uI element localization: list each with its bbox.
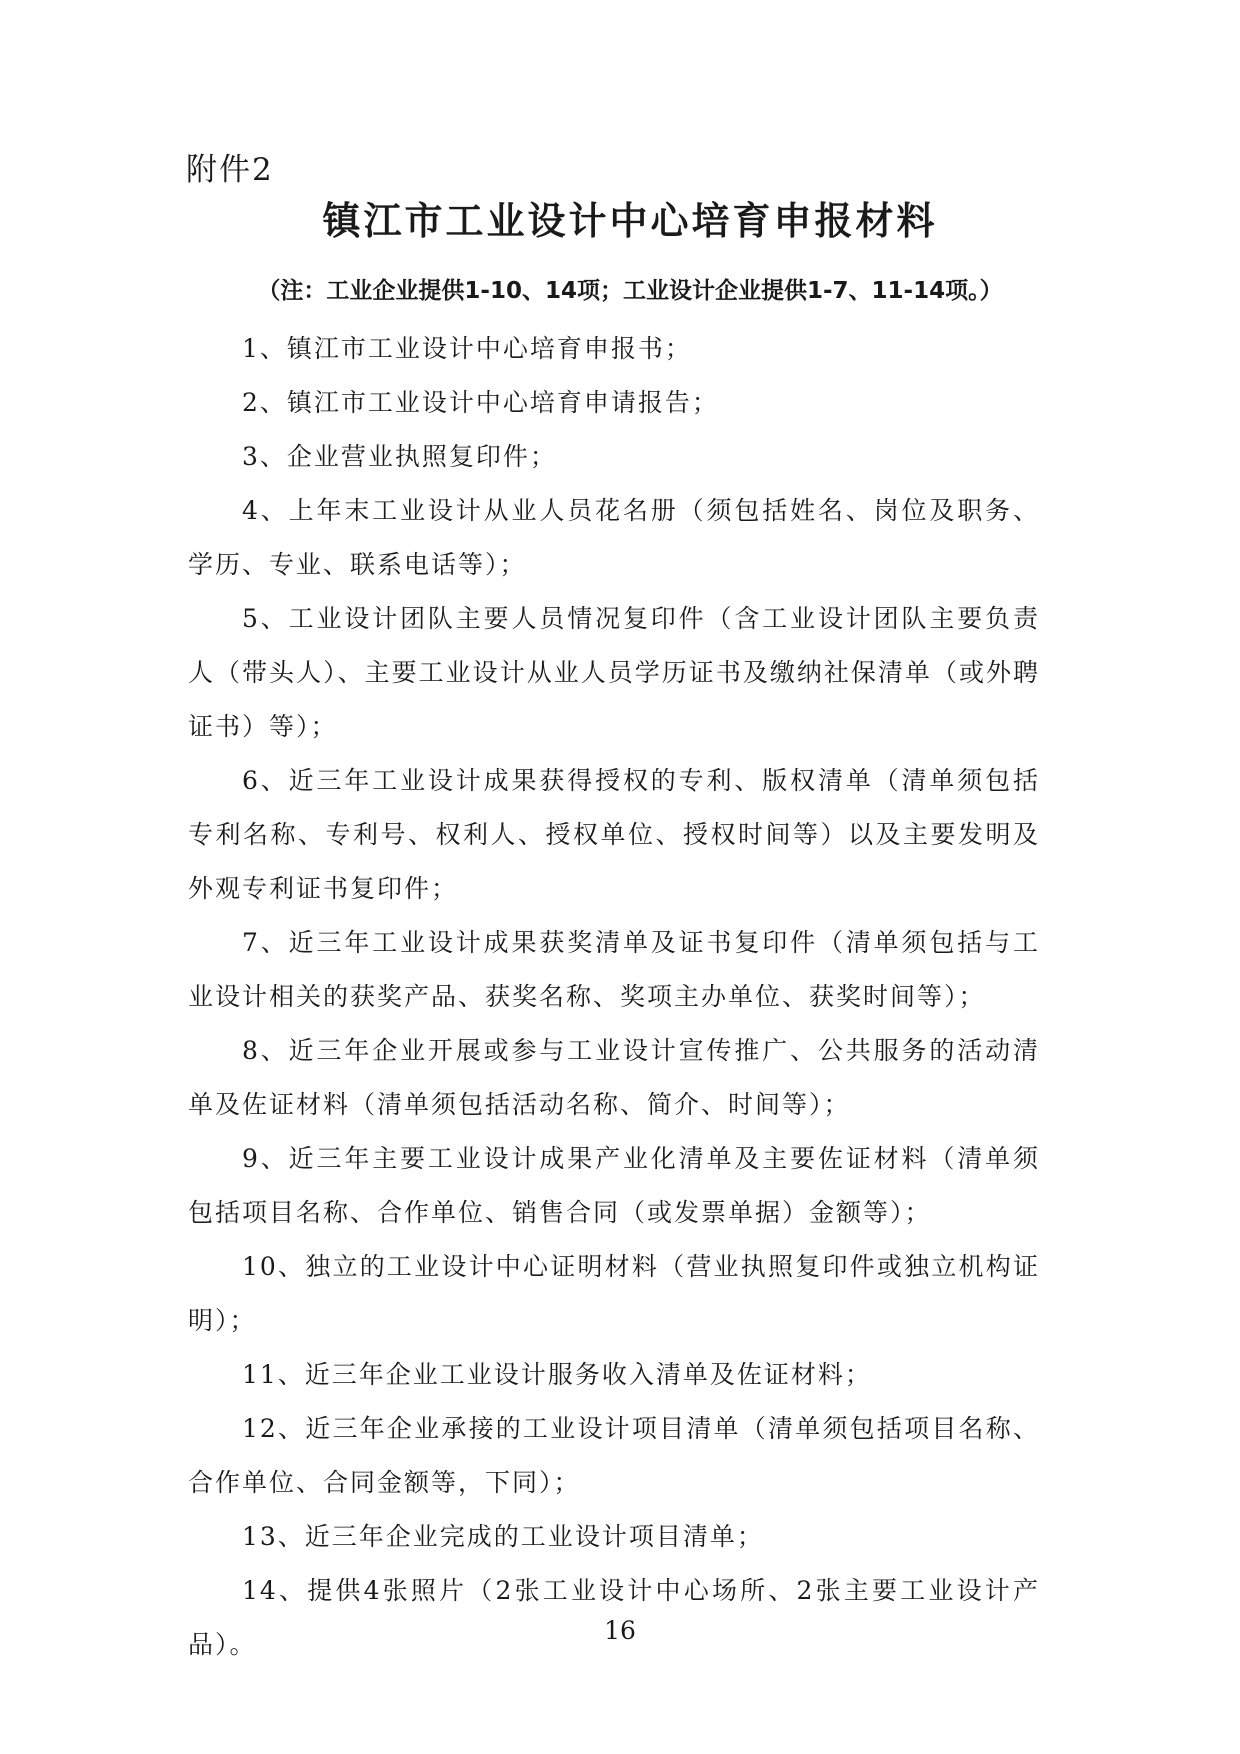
list-item: 14、提供4张照片（2张工业设计中心场所、2张主要工业设计产品）。 [188, 1576, 1040, 1659]
list-item: 1、镇江市工业设计中心培育申报书； [242, 334, 692, 363]
list-item: 2、镇江市工业设计中心培育申请报告； [242, 388, 719, 417]
list-item: 9、近三年主要工业设计成果产业化清单及主要佐证材料（清单须包括项目名称、合作单位、销售合同（或发票单据）金额等）； [188, 1144, 1040, 1227]
materials-list [188, 322, 1040, 1672]
list-item: 4、上年末工业设计从业人员花名册（须包括姓名、岗位及职务、学历、专业、联系电话等）； [188, 496, 1040, 579]
page-number: 16 [604, 1616, 636, 1645]
list-item: 5、工业设计团队主要人员情况复印件（含工业设计团队主要负责人（带头人）、主要工业设计从业人员学历证书及缴纳社保清单（或外聘证书）等）； [188, 604, 1040, 741]
list-item: 8、近三年企业开展或参与工业设计宣传推广、公共服务的活动清单及佐证材料（清单须包括活动名称、简介、时间等）； [188, 1036, 1040, 1119]
document-title: 镇江市工业设计中心培育申报材料 [322, 199, 938, 243]
list-item: 6、近三年工业设计成果获得授权的专利、版权清单（清单须包括专利名称、专利号、权利人、授权单位、授权时间等）以及主要发明及外观专利证书复印件； [188, 766, 1040, 903]
document-note: （注：工业企业提供1-10、14项；工业设计企业提供1-7、11-14项。） [257, 278, 1003, 304]
list-item: 3、企业营业执照复印件； [242, 442, 557, 471]
list-item: 13、近三年企业完成的工业设计项目清单； [242, 1522, 764, 1551]
list-item: 10、独立的工业设计中心证明材料（营业执照复印件或独立机构证明）； [188, 1252, 1040, 1335]
list-item: 7、近三年工业设计成果获奖清单及证书复印件（清单须包括与工业设计相关的获奖产品、获奖名称、奖项主办单位、获奖时间等）； [188, 928, 1040, 1011]
list-item: 12、近三年企业承接的工业设计项目清单（清单须包括项目名称、合作单位、合同金额等，下同）； [188, 1414, 1040, 1497]
list-item: 11、近三年企业工业设计服务收入清单及佐证材料； [242, 1360, 872, 1389]
attachment-label: 附件2 [186, 152, 274, 188]
